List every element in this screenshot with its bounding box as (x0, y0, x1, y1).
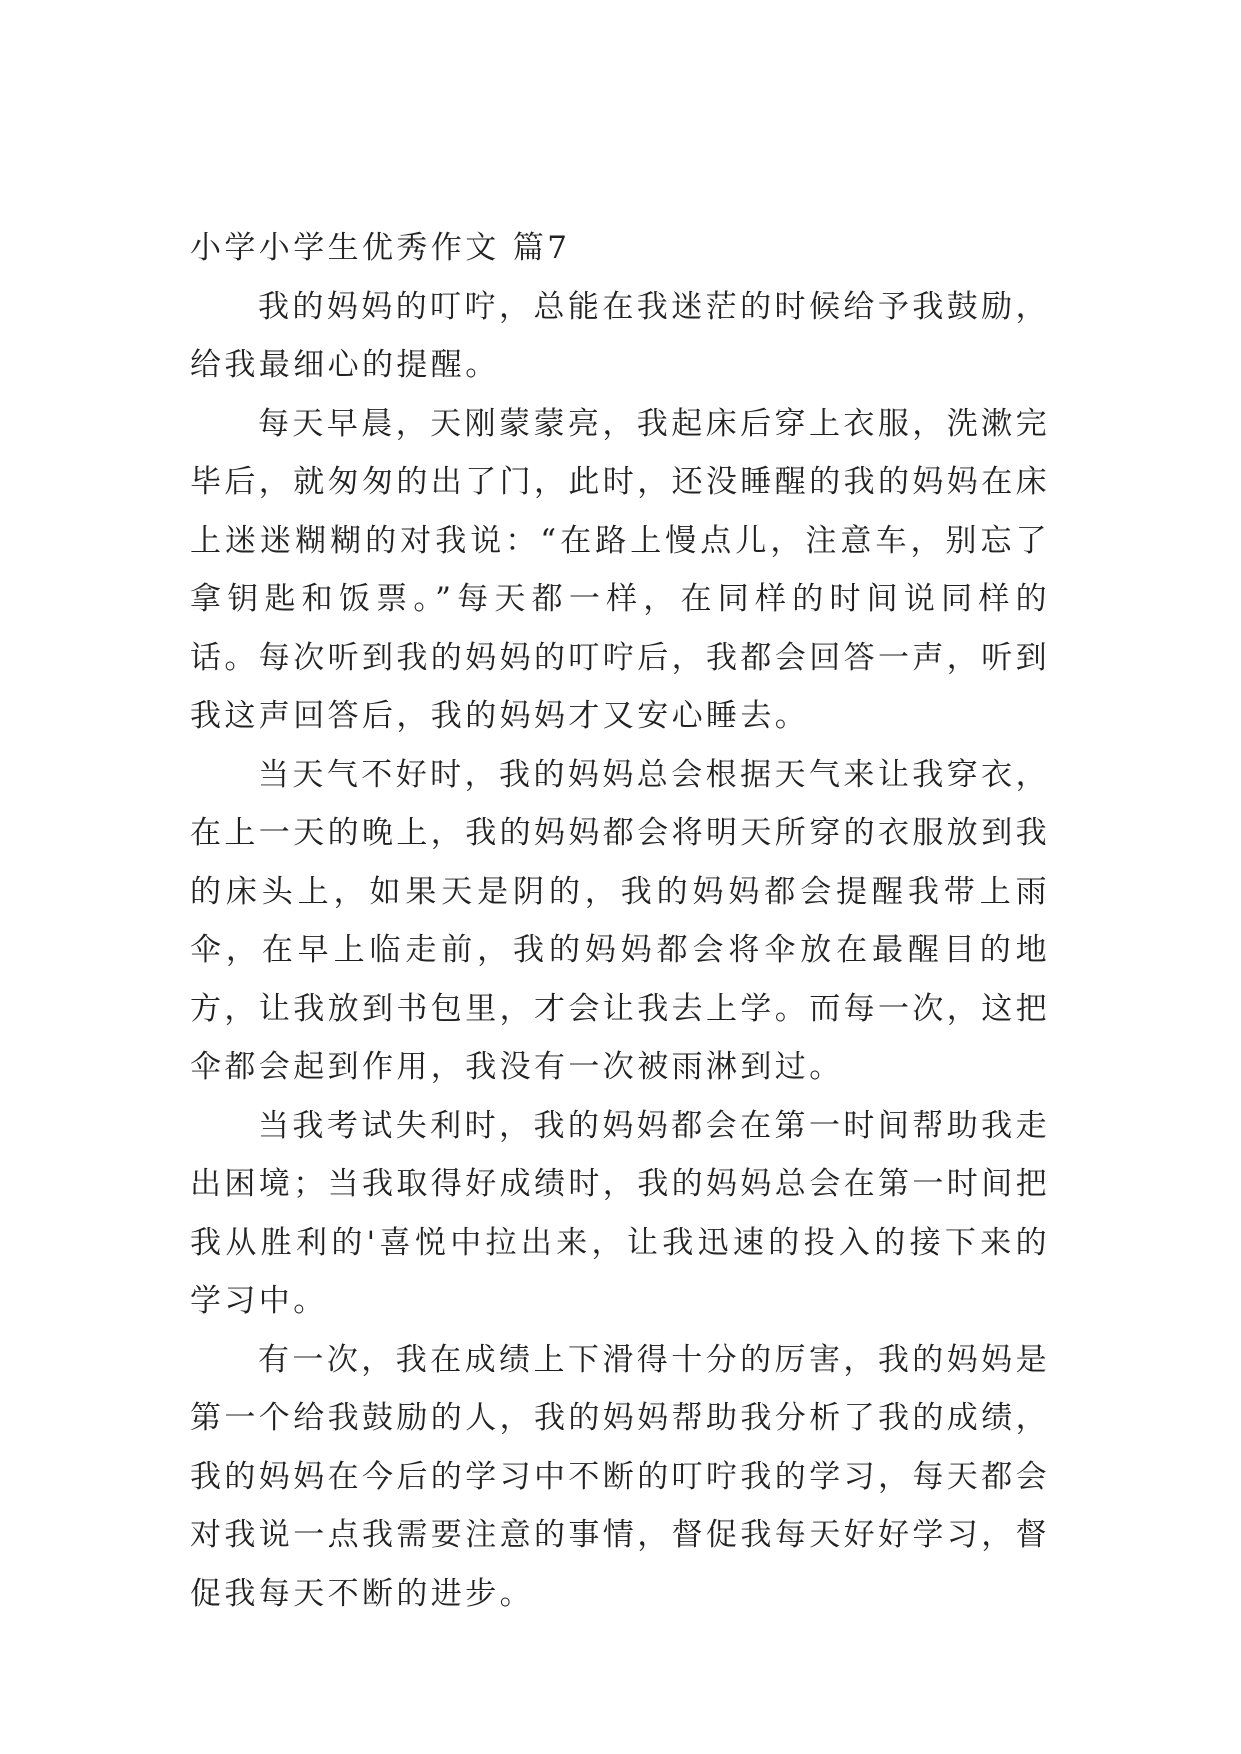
article-body (190, 219, 1050, 1623)
paragraph-1: 我的妈妈的叮咛，总能在我迷茫的时候给予我鼓励，给我最细心的提醒。 (190, 288, 1050, 383)
paragraph-2: 每天早晨，天刚蒙蒙亮，我起床后穿上衣服，洗漱完毕后，就匆匆的出了门，此时，还没睡醒的我的妈妈在床上迷迷糊糊的对我说：“在路上慢点儿，注意车，别忘了拿钥匙和饭票。”每天都一样，在同样的时间说同样的话。每次听到我的妈妈的叮咛后，我都会回答一声，听到我这声回答后，我的妈妈才又安心睡去。 (190, 405, 1050, 734)
paragraph-3: 当天气不好时，我的妈妈总会根据天气来让我穿衣，在上一天的晚上，我的妈妈都会将明天所穿的衣服放到我的床头上，如果天是阴的，我的妈妈都会提醒我带上雨伞，在早上临走前，我的妈妈都会将伞放在最醒目的地方，让我放到书包里，才会让我去上学。而每一次，这把伞都会起到作用，我没有一次被雨淋到过。 (190, 756, 1050, 1085)
paragraph-4: 当我考试失利时，我的妈妈都会在第一时间帮助我走出困境；当我取得好成绩时，我的妈妈总会在第一时间把我从胜利的'喜悦中拉出来，让我迅速的投入的接下来的学习中。 (190, 1107, 1050, 1319)
article-title: 小学小学生优秀作文 篇7 (190, 230, 571, 266)
paragraph-5: 有一次，我在成绩上下滑得十分的厉害，我的妈妈是第一个给我鼓励的人，我的妈妈帮助我分析了我的成绩，我的妈妈在今后的学习中不断的叮咛我的学习，每天都会对我说一点我需要注意的事情，督促我每天好好学习，督促我每天不断的进步。 (190, 1341, 1050, 1612)
